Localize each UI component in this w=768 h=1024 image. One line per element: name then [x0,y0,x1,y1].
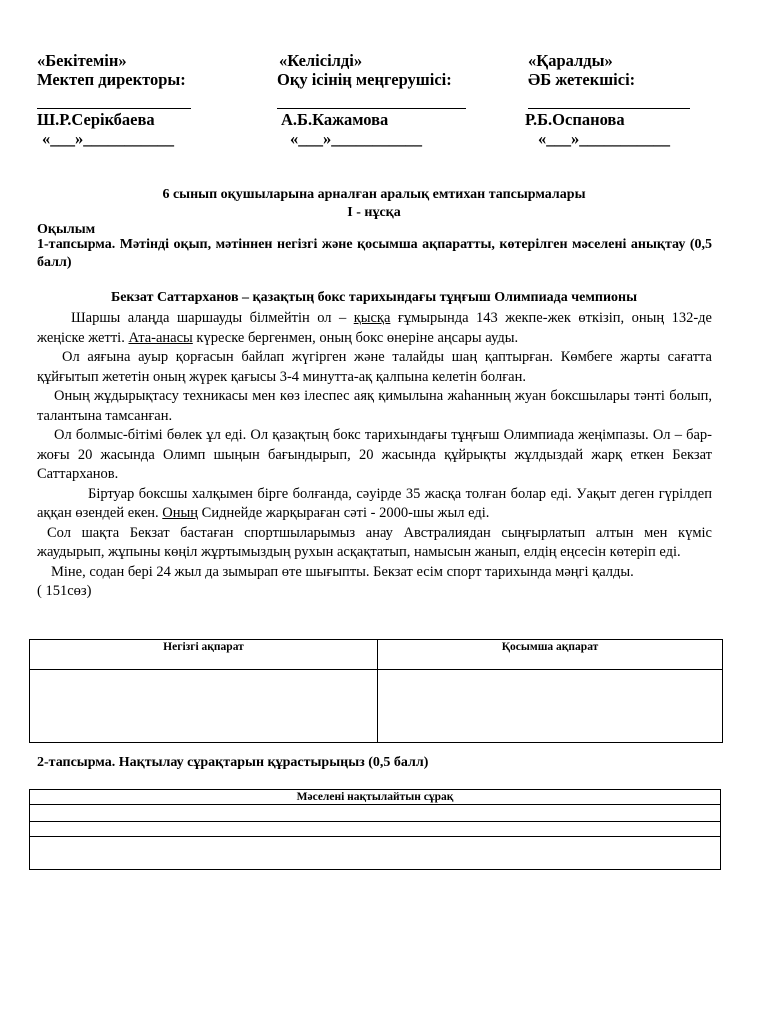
approval-label: «Қаралды» [528,51,613,70]
signature-line [528,89,690,109]
story-title: Бекзат Саттарханов – қазақтың бокс тарихындағы тұңғыш Олимпиада чемпионы [110,290,638,305]
story-paragraph: Міне, содан бері 24 жыл да зымырап өте шығыпты. Бекзат есім спорт тарихында мәңгі қалды. [51,563,634,580]
approval-date: «___»___________ [538,129,670,148]
column-header-question: Мәселені нақтылайтын сұрақ [30,790,721,805]
approval-date: «___»___________ [42,129,174,148]
approval-block [37,51,737,161]
approval-label: «Келісілді» [279,51,363,70]
approval-head-teacher [277,51,507,148]
info-table [29,639,723,743]
task1-instruction: 1-тапсырма. Мәтінді оқып, мәтіннен негізгі және қосымша ақпаратты, көтерілген мәселені анықтау (0,5 балл) [37,237,712,270]
signature-line [37,89,191,109]
answer-cell[interactable] [30,822,721,837]
story-paragraph: Ол болмыс-бітімі бөлек ұл еді. Ол қазақтың бокс тарихындағы тұңғыш Олимпиада жеңімпазы. Ол – бар-жоғы 20 жасында Олимп шыңын бағындырып, 20 жасында құйрықты жұлдыздай жарқ еткен Бекзат Саттарханов. [37,427,712,482]
column-header-main-info: Негізгі ақпарат [30,640,378,670]
exam-title: 6 сынып оқушыларына арналған аралық емтихан тапсырмалары [162,187,586,202]
questions-table [29,789,721,870]
underlined-word: Ата-анасы [128,329,193,346]
story-paragraph: Сол шақта Бекзат бастаған спортшыларымыз анау Австралиядан сыңғырлатып алтын мен күміс жаудырып, жұпыны көңіл жұртымыздың рухын асқақтатып, намысын жанып, елдің еңсесін көтеріп еді. [37,524,712,560]
text-run: күреске бергенмен, оның бокс өнеріне аңсары ауды. [192,329,519,346]
approval-director [37,51,257,148]
section-heading: Оқылым [37,222,96,237]
table-row [30,822,721,837]
table-header-row [30,640,723,670]
story-paragraph [37,309,712,348]
story-paragraph: Ол аяғына ауыр қорғасын байлап жүгірген және талайды шаң қаптырған. Көмбеге жарты сағатта құйғытып жететін оның жүрек қағысы 3-4 минутта-ақ қалпына келетін болған. [37,349,712,385]
table-row [30,837,721,870]
exam-variant: І - нұсқа [347,205,401,220]
text-run: Шаршы алаңда шаршауды білмейтін ол – [71,310,354,326]
approval-role: Мектеп директоры: [37,70,186,89]
approval-methodology-head [525,51,738,148]
story-paragraph: Оның жұдырықтасу техникасы мен көз ілеспес аяқ қимылына жаһанның жуан боксшылары тәнті болып, талантына тамсанған. [37,388,712,424]
word-count: ( 151сөз) [37,583,92,599]
approval-label: «Бекітемін» [37,51,127,70]
table-row [30,670,723,743]
approval-name: Ш.Р.Серікбаева [37,110,155,129]
story-paragraph [37,485,712,524]
story-text [37,309,712,602]
table-row [30,805,721,822]
text-run: ғұмырында 143 жекпе-жек өткізіп, оның 132-де жеңіске жетті. [37,310,712,346]
underlined-word: қысқа [353,310,391,326]
approval-name: Р.Б.Оспанова [525,110,625,129]
approval-role: ӘБ жетекшісі: [528,70,636,89]
approval-name: А.Б.Кажамова [281,110,389,129]
answer-cell[interactable] [30,805,721,822]
answer-cell[interactable] [30,837,721,870]
table-header-row [30,790,721,805]
signature-line [277,89,466,109]
approval-role: Оқу ісінің меңгерушісі: [277,70,452,89]
answer-cell-extra-info[interactable] [378,670,723,743]
text-run: Біртуар боксшы халқымен бірге болғанда, сәуірде 35 жасқа толған болар еді. Уақыт деген гүрілдеп аққан өзендей екен. [37,485,712,521]
column-header-extra-info: Қосымша ақпарат [378,640,723,670]
answer-cell-main-info[interactable] [30,670,378,743]
task2-instruction: 2-тапсырма. Нақтылау сұрақтарын құрастырыңыз (0,5 балл) [37,755,429,770]
approval-date: «___»___________ [290,129,422,148]
underlined-word: Оның [162,505,199,521]
text-run: Сиднейде жарқыраған сәті - 2000-шы жыл еді. [198,505,490,521]
